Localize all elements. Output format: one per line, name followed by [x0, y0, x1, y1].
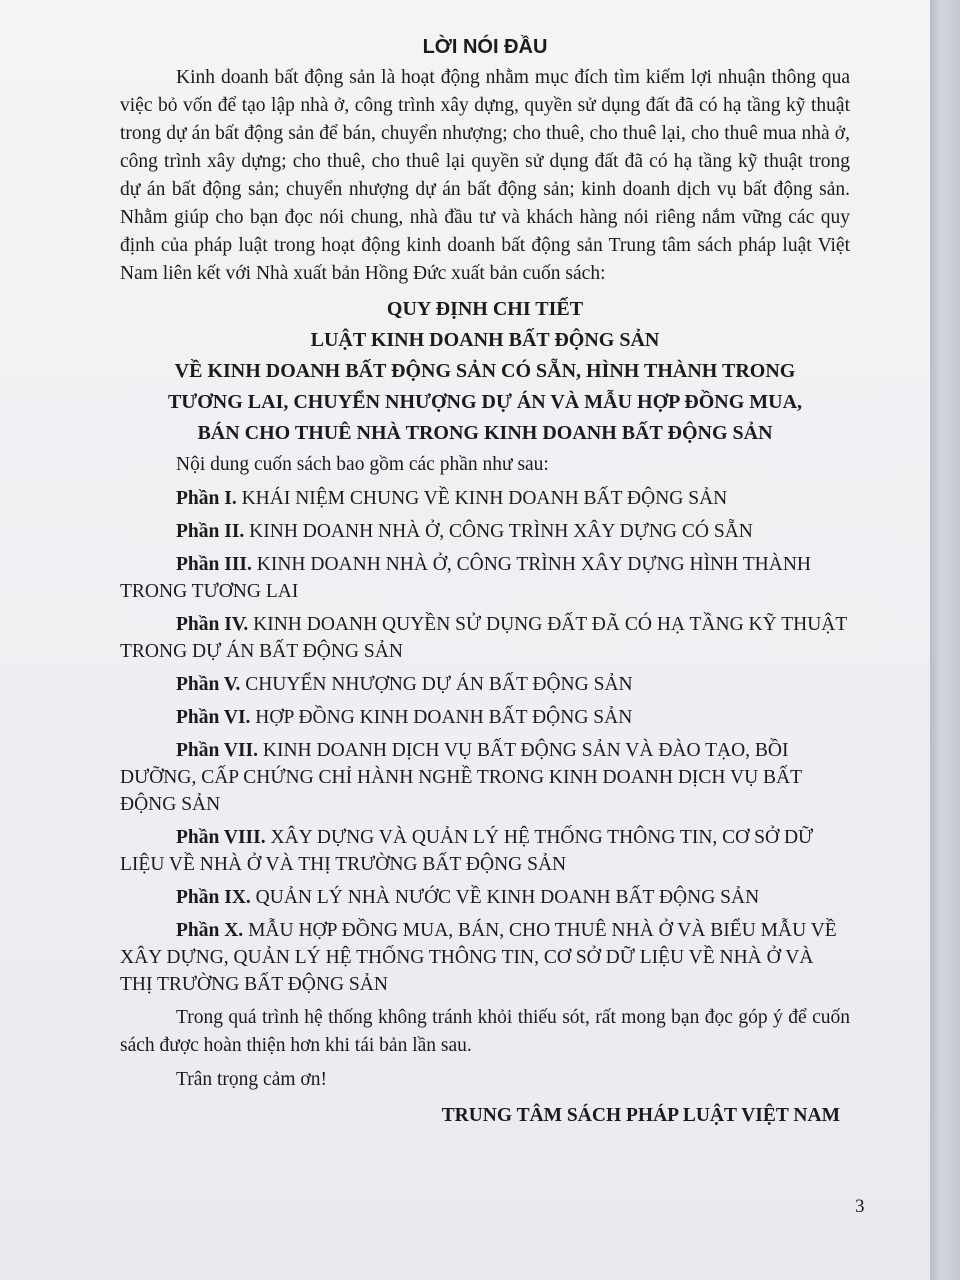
part-label: Phần VIII.	[176, 827, 266, 848]
list-item	[120, 737, 850, 818]
list-item	[120, 824, 850, 878]
page-number: 3	[855, 1196, 865, 1217]
part-text: MẪU HỢP ĐỒNG MUA, BÁN, CHO THUÊ NHÀ Ở VÀ BIỂU MẪU VỀ XÂY DỰNG, QUẢN LÝ HỆ THỐNG THÔNG TIN, CƠ SỞ DỮ LIỆU VỀ NHÀ Ở VÀ THỊ TRƯỜNG BẤT ĐỘNG SẢN	[120, 920, 837, 995]
part-text: CHUYỂN NHƯỢNG DỰ ÁN BẤT ĐỘNG SẢN	[245, 674, 633, 695]
intro-paragraph: Kinh doanh bất động sản là hoạt động nhằm mục đích tìm kiếm lợi nhuận thông qua việc bỏ vốn để tạo lập nhà ở, công trình xây dựng, quyền sử dụng đất đã có hạ tầng kỹ thuật trong dự án bất động sản để bán, chuyển nhượng; cho thuê, cho thuê lại, cho thuê mua nhà ở, công trình xây dựng; cho thuê, cho thuê lại quyền sử dụng đất đã có hạ tầng kỹ thuật trong dự án bất động sản; chuyển nhượng dự án bất động sản; kinh doanh dịch vụ bất động sản. Nhằm giúp cho bạn đọc nói chung, nhà đầu tư và khách hàng nói riêng nắm vững các quy định của pháp luật trong hoạt động kinh doanh bất động sản Trung tâm sách pháp luật Việt Nam liên kết với Nhà xuất bản Hồng Đức xuất bản cuốn sách:	[120, 67, 850, 284]
part-label: Phần VI.	[176, 707, 251, 728]
thanks-line: Trân trọng cảm ơn!	[176, 1069, 327, 1090]
book-title-line: TƯƠNG LAI, CHUYỂN NHƯỢNG DỰ ÁN VÀ MẪU HỢP ĐỒNG MUA,	[167, 391, 803, 413]
closing-paragraph: Trong quá trình hệ thống không tránh khỏi thiếu sót, rất mong bạn đọc góp ý để cuốn sách được hoàn thiện hơn khi tái bản lần sau.	[120, 1007, 850, 1056]
page-heading: LỜI NÓI ĐẦU	[422, 36, 548, 58]
page-content	[120, 34, 850, 1130]
part-label: Phần X.	[176, 920, 244, 941]
part-label: Phần V.	[176, 674, 241, 695]
book-title-line: VỀ KINH DOANH BẤT ĐỘNG SẢN CÓ SẴN, HÌNH THÀNH TRONG	[174, 360, 796, 382]
part-label: Phần IV.	[176, 614, 249, 635]
list-item	[120, 518, 850, 545]
part-text: XÂY DỰNG VÀ QUẢN LÝ HỆ THỐNG THÔNG TIN, CƠ SỞ DỮ LIỆU VỀ NHÀ Ở VÀ THỊ TRƯỜNG BẤT ĐỘNG SẢN	[120, 827, 814, 875]
page-edge	[930, 0, 960, 1280]
list-item	[120, 551, 850, 605]
part-text: KINH DOANH QUYỀN SỬ DỤNG ĐẤT ĐÃ CÓ HẠ TẦNG KỸ THUẬT TRONG DỰ ÁN BẤT ĐỘNG SẢN	[120, 614, 847, 662]
list-item	[120, 704, 850, 731]
part-label: Phần IX.	[176, 887, 251, 908]
list-item	[120, 884, 850, 911]
book-title-line: BÁN CHO THUÊ NHÀ TRONG KINH DOANH BẤT ĐỘNG SẢN	[197, 422, 773, 444]
part-label: Phần II.	[176, 521, 245, 542]
book-title	[120, 294, 850, 449]
part-text: KINH DOANH NHÀ Ở, CÔNG TRÌNH XÂY DỰNG CÓ SẴN	[249, 521, 753, 542]
part-label: Phần III.	[176, 554, 252, 575]
part-text: KINH DOANH NHÀ Ở, CÔNG TRÌNH XÂY DỰNG HÌNH THÀNH TRONG TƯƠNG LAI	[120, 554, 811, 602]
list-item	[120, 917, 850, 998]
book-title-line: LUẬT KINH DOANH BẤT ĐỘNG SẢN	[310, 329, 660, 351]
list-item	[120, 671, 850, 698]
contents-intro: Nội dung cuốn sách bao gồm các phần như sau:	[176, 454, 549, 475]
closing-section	[120, 1004, 850, 1130]
part-text: QUẢN LÝ NHÀ NƯỚC VỀ KINH DOANH BẤT ĐỘNG SẢN	[255, 887, 760, 908]
part-text: KINH DOANH DỊCH VỤ BẤT ĐỘNG SẢN VÀ ĐÀO TẠO, BỒI DƯỠNG, CẤP CHỨNG CHỈ HÀNH NGHỀ TRONG KINH DOANH DỊCH VỤ BẤT ĐỘNG SẢN	[120, 740, 802, 815]
part-label: Phần VII.	[176, 740, 259, 761]
part-label: Phần I.	[176, 488, 237, 509]
list-item	[120, 485, 850, 512]
part-text: HỢP ĐỒNG KINH DOANH BẤT ĐỘNG SẢN	[255, 707, 633, 728]
parts-list	[120, 485, 850, 998]
list-item	[120, 611, 850, 665]
book-title-line: QUY ĐỊNH CHI TIẾT	[386, 298, 584, 320]
part-text: KHÁI NIỆM CHUNG VỀ KINH DOANH BẤT ĐỘNG SẢN	[241, 488, 728, 509]
signature: TRUNG TÂM SÁCH PHÁP LUẬT VIỆT NAM	[441, 1105, 840, 1126]
